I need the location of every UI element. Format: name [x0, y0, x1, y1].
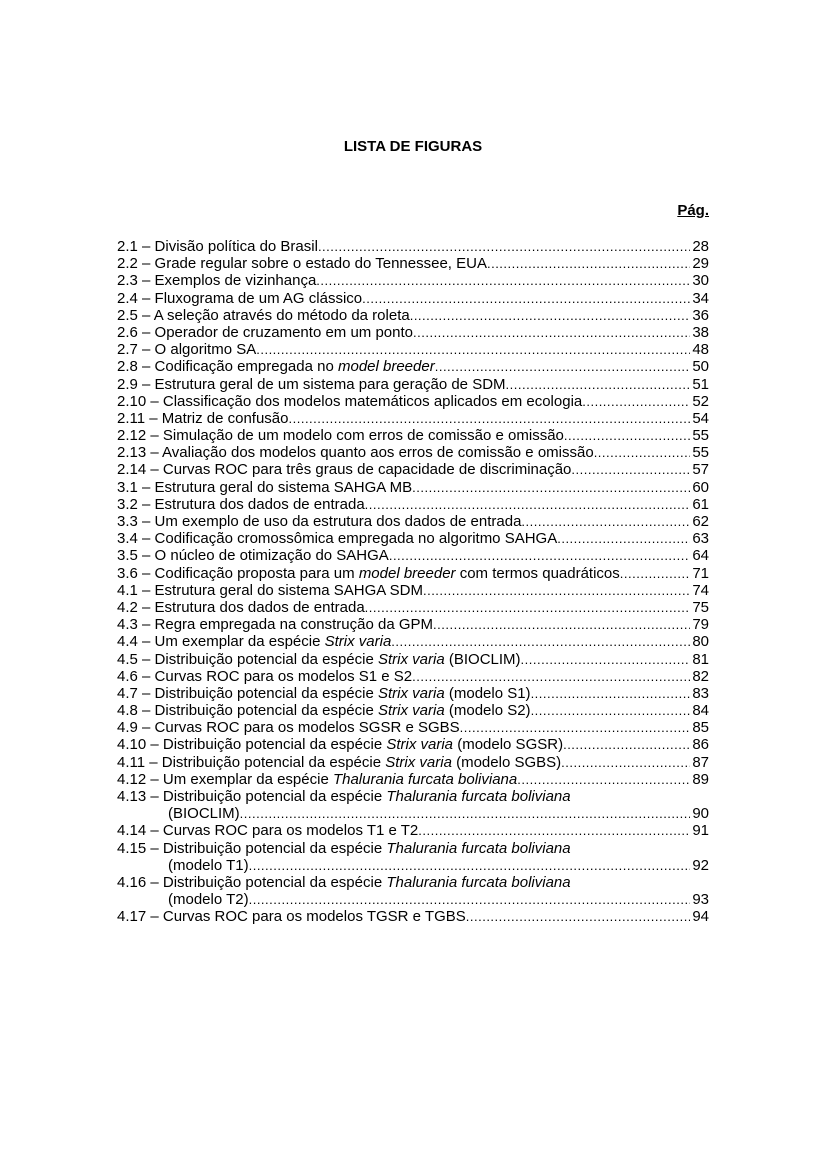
figure-entry [117, 444, 709, 461]
figure-entry-line [117, 736, 709, 753]
figure-entry-title [117, 410, 289, 427]
page-number: 81 [692, 650, 709, 668]
page-number: 93 [692, 891, 709, 909]
dot-leader [413, 324, 690, 341]
figure-entry-line [117, 376, 709, 393]
entry-text-suffix: (modelo S1) [444, 684, 531, 702]
figure-entry-title [117, 376, 506, 393]
figure-entry-line [117, 599, 709, 616]
dot-leader [391, 633, 690, 650]
entry-text-suffix: (BIOCLIM) [444, 650, 521, 668]
dot-leader [594, 444, 691, 461]
page-number: 89 [692, 770, 709, 788]
entry-text: 2.2 – Grade regular sobre o estado do Tennessee, EUA [117, 255, 487, 273]
figure-entry-title [117, 358, 435, 375]
figure-entry-title [117, 427, 564, 444]
figure-entry-title [117, 461, 571, 478]
dot-leader [316, 272, 690, 289]
page-number: 90 [692, 805, 709, 823]
dot-leader [561, 754, 690, 771]
figure-entry-title [117, 272, 316, 289]
figure-entry [117, 771, 709, 788]
entry-italic-text: model breeder [358, 564, 456, 582]
entry-text: 4.11 – Distribuição potencial da espécie [117, 753, 386, 771]
entry-text-suffix: (modelo SGSR) [453, 736, 564, 754]
entry-text: 4.17 – Curvas ROC para os modelos TGSR e TGBS [117, 908, 466, 926]
entry-text: 4.9 – Curvas ROC para os modelos SGSR e SGBS [117, 719, 460, 737]
entry-text: 2.8 – Codificação empregada no [117, 358, 338, 376]
entry-text: 4.6 – Curvas ROC para os modelos S1 e S2 [117, 667, 413, 685]
figure-entry-line [117, 771, 709, 788]
dot-leader [557, 530, 690, 547]
figure-entry-line [117, 805, 709, 822]
entry-italic-text: model breeder [337, 358, 435, 376]
figure-entry [117, 307, 709, 324]
dot-leader [318, 238, 690, 255]
figure-entry-line [117, 307, 709, 324]
figure-entry-title [117, 496, 365, 513]
page-number: 63 [692, 530, 709, 548]
entry-text: 2.13 – Avaliação dos modelos quanto aos erros de comissão e omissão [117, 444, 594, 462]
entry-italic-text: Strix varia [378, 702, 445, 720]
entry-text: 4.8 – Distribuição potencial da espécie [117, 702, 378, 720]
dot-leader [365, 599, 691, 616]
figure-entry [117, 513, 709, 530]
entry-text: 4.13 – Distribuição potencial da espécie [117, 788, 387, 805]
figure-entry-line [117, 754, 709, 771]
figure-entry [117, 461, 709, 478]
page-number: 80 [692, 633, 709, 651]
figure-entry-line [117, 547, 709, 564]
figure-entry [117, 272, 709, 289]
page-number: 94 [692, 908, 709, 926]
entry-italic-text: Thalurania furcata boliviana [386, 839, 571, 857]
dot-leader [412, 479, 690, 496]
figure-entry-line [117, 238, 709, 255]
figure-entry [117, 290, 709, 307]
dot-leader [362, 290, 690, 307]
figure-entry-line [117, 668, 709, 685]
figure-entry-line [117, 496, 709, 513]
page-number: 60 [692, 478, 709, 496]
figure-entry-line [117, 393, 709, 410]
figure-entry-title [117, 788, 709, 805]
entry-text: 3.4 – Codificação cromossômica empregada no algoritmo SAHGA [117, 530, 558, 548]
dot-leader [531, 685, 691, 702]
dot-leader [521, 513, 690, 530]
figure-entry [117, 651, 709, 668]
figure-entry-line [117, 633, 709, 650]
figure-entry-line [117, 358, 709, 375]
figure-entry [117, 324, 709, 341]
dot-leader [517, 771, 690, 788]
dot-leader [289, 410, 691, 427]
entry-continuation-text: (modelo T2) [168, 891, 249, 909]
entry-text: 4.4 – Um exemplar da espécie [117, 633, 325, 651]
figure-entry-line [117, 857, 709, 874]
figure-entry-line [117, 616, 709, 633]
page-number: 62 [692, 513, 709, 530]
page-number: 55 [692, 427, 709, 445]
figure-entry-title [117, 668, 412, 685]
figure-entry [117, 788, 709, 822]
dot-leader [410, 307, 691, 324]
figure-entry [117, 427, 709, 444]
page-number: 71 [692, 564, 709, 582]
entry-text: 2.6 – Operador de cruzamento em um ponto [117, 323, 414, 341]
page-number: 85 [692, 719, 709, 737]
figure-entry-line [117, 255, 709, 272]
entry-text: 3.3 – Um exemplo de uso da estrutura dos dados de entrada [117, 513, 522, 530]
figure-entry-line [117, 479, 709, 496]
entry-text: 2.5 – A seleção através do método da roleta [117, 306, 410, 324]
figure-entry-line [117, 461, 709, 478]
figure-entry-line [117, 908, 709, 925]
page-number: 79 [692, 616, 709, 634]
figure-entry [117, 840, 709, 874]
figure-entry [117, 668, 709, 685]
figure-entry [117, 530, 709, 547]
entry-text: 4.15 – Distribuição potencial da espécie [117, 839, 387, 857]
figure-entry-title [117, 719, 460, 736]
figure-entry-title [117, 565, 620, 582]
page-number: 91 [692, 822, 709, 840]
page-number: 51 [692, 375, 709, 393]
figure-entry-title [117, 393, 582, 410]
figure-entry-line [117, 427, 709, 444]
page-number: 48 [692, 341, 709, 359]
entry-text: 4.3 – Regra empregada na construção da GPM [117, 616, 434, 634]
page-number: 82 [692, 667, 709, 685]
figure-entry [117, 874, 709, 908]
page-number: 75 [692, 598, 709, 616]
figure-entry-title [117, 444, 594, 461]
figure-entry-title [117, 479, 412, 496]
page-number: 28 [692, 238, 709, 255]
figure-entry-title [117, 908, 466, 925]
figure-entry-title [117, 530, 557, 547]
figure-entry [117, 410, 709, 427]
page-column-header: Pág. [677, 202, 709, 219]
dot-leader [240, 805, 691, 822]
figure-entry [117, 376, 709, 393]
figure-entry-title [117, 599, 365, 616]
figure-entry [117, 582, 709, 599]
figure-entry-title [117, 616, 433, 633]
figure-entry [117, 719, 709, 736]
entry-italic-text: Thalurania furcata boliviana [386, 873, 571, 891]
figure-entry-title [117, 290, 362, 307]
dot-leader [433, 616, 690, 633]
figure-entry [117, 633, 709, 650]
entry-text: 2.3 – Exemplos de vizinhança [117, 272, 317, 290]
dot-leader [531, 702, 691, 719]
page-number: 64 [692, 547, 709, 565]
entry-italic-text: Strix varia [324, 633, 392, 651]
figure-entry [117, 822, 709, 839]
dot-leader [423, 582, 690, 599]
entry-text: 3.2 – Estrutura dos dados de entrada [117, 495, 365, 513]
entry-text: 4.7 – Distribuição potencial da espécie [117, 684, 378, 702]
figure-entry-title [117, 255, 487, 272]
figure-entry-line [117, 324, 709, 341]
figure-entry [117, 358, 709, 375]
figure-entry-title [117, 874, 709, 891]
page-number: 29 [692, 255, 709, 273]
entry-text: 2.9 – Estrutura geral de um sistema para geração de SDM [117, 375, 506, 393]
figure-entry-title [117, 307, 410, 324]
entry-text-suffix: (modelo SGBS) [451, 753, 562, 771]
dot-leader [412, 668, 690, 685]
entry-italic-text: Strix varia [386, 736, 454, 754]
entry-text: 3.1 – Estrutura geral do sistema SAHGA MB [117, 478, 413, 496]
figure-entry-title [117, 771, 517, 788]
figure-entry-line [117, 685, 709, 702]
entry-text: 2.14 – Curvas ROC para três graus de capacidade de discriminação [117, 461, 572, 479]
figure-entry-line [117, 822, 709, 839]
figure-entry [117, 599, 709, 616]
figure-entry-line [117, 702, 709, 719]
entry-text: 2.1 – Divisão política do Brasil [117, 238, 318, 255]
entry-text: 4.10 – Distribuição potencial da espécie [117, 736, 387, 754]
figure-entry-title [117, 702, 531, 719]
entry-italic-text: Strix varia [378, 684, 445, 702]
figure-entry-line [117, 444, 709, 461]
figure-entry-title [117, 736, 563, 753]
figure-entry-title [117, 582, 423, 599]
entry-text: 2.10 – Classificação dos modelos matemáticos aplicados em ecologia [117, 392, 583, 410]
entry-italic-text: Strix varia [378, 650, 445, 668]
figure-entry-title [117, 840, 709, 857]
entry-italic-text: Strix varia [385, 753, 452, 771]
figure-entry-title [117, 513, 521, 530]
page-number: 55 [692, 444, 709, 462]
dot-leader [389, 547, 690, 564]
figure-entry [117, 238, 709, 255]
figure-entry [117, 496, 709, 513]
dot-leader [365, 496, 691, 513]
dot-leader [418, 822, 690, 839]
entry-text-suffix: com termos quadráticos [455, 564, 620, 582]
entry-continuation-text: (modelo T1) [168, 856, 249, 874]
figure-entry [117, 616, 709, 633]
page-number: 34 [692, 289, 709, 307]
dot-leader [521, 651, 691, 668]
page-number: 54 [692, 409, 709, 427]
entry-text: 4.5 – Distribuição potencial da espécie [117, 650, 378, 668]
figure-entry [117, 702, 709, 719]
dot-leader [571, 461, 690, 478]
page-number: 57 [692, 461, 709, 479]
page-number: 84 [692, 702, 709, 720]
entry-text: 2.4 – Fluxograma de um AG clássico [117, 289, 363, 307]
figure-entry-line [117, 651, 709, 668]
dot-leader [249, 857, 691, 874]
entry-text: 3.6 – Codificação proposta para um [117, 564, 359, 582]
page-title: LISTA DE FIGURAS [343, 138, 483, 155]
entry-text: 4.2 – Estrutura dos dados de entrada [117, 598, 365, 616]
dot-leader [487, 255, 690, 272]
figure-entry-line [117, 290, 709, 307]
page-number: 86 [692, 736, 709, 754]
entry-continuation-text: (BIOCLIM) [168, 805, 240, 823]
dot-leader [564, 427, 690, 444]
figure-entry-title [117, 822, 418, 839]
figure-entry-title [117, 633, 391, 650]
figure-entry-line [117, 565, 709, 582]
figure-entry-line [117, 272, 709, 289]
page-number: 92 [692, 856, 709, 874]
entry-text: 2.12 – Simulação de um modelo com erros de comissão e omissão [117, 427, 564, 445]
figure-entry-line [117, 341, 709, 358]
page-number: 30 [692, 272, 709, 290]
page-number: 52 [692, 392, 709, 410]
figure-entry [117, 685, 709, 702]
figure-entry [117, 255, 709, 272]
dot-leader [506, 376, 691, 393]
page-number: 87 [692, 753, 709, 771]
entry-text: 3.5 – O núcleo de otimização do SAHGA [117, 547, 389, 565]
figure-entry [117, 479, 709, 496]
figure-entry-line [117, 891, 709, 908]
dot-leader [460, 719, 691, 736]
page-number: 74 [692, 581, 709, 599]
dot-leader [256, 341, 690, 358]
page-number: 38 [692, 323, 709, 341]
dot-leader [435, 358, 691, 375]
figure-entry-title [117, 238, 318, 255]
page-number: 83 [692, 684, 709, 702]
entry-text-suffix: (modelo S2) [444, 702, 531, 720]
figure-entry-title [117, 754, 561, 771]
figure-entry [117, 908, 709, 925]
figure-entry [117, 754, 709, 771]
entry-italic-text: Thalurania furcata boliviana [386, 788, 571, 805]
dot-leader [466, 908, 691, 925]
figure-entry [117, 341, 709, 358]
page-number: 61 [692, 495, 709, 513]
entry-text: 4.1 – Estrutura geral do sistema SAHGA SDM [117, 581, 423, 599]
figure-entry-line [117, 582, 709, 599]
figure-entry-line [117, 513, 709, 530]
figure-entry-title [117, 341, 256, 358]
figure-entry-title [117, 324, 413, 341]
entry-italic-text: Thalurania furcata boliviana [332, 770, 518, 788]
figure-entry [117, 565, 709, 582]
dot-leader [249, 891, 691, 908]
entry-text: 4.12 – Um exemplar da espécie [117, 770, 333, 788]
dot-leader [620, 565, 691, 582]
figure-entry [117, 393, 709, 410]
page-number: 50 [692, 358, 709, 376]
entry-text: 4.16 – Distribuição potencial da espécie [117, 873, 387, 891]
page-number: 36 [692, 306, 709, 324]
figure-entry [117, 547, 709, 564]
figure-entry-line [117, 719, 709, 736]
entry-text: 2.7 – O algoritmo SA [117, 341, 257, 359]
entry-text: 2.11 – Matriz de confusão [117, 409, 289, 427]
figure-entry-line [117, 410, 709, 427]
figure-entry-title [117, 547, 389, 564]
entry-text: 4.14 – Curvas ROC para os modelos T1 e T2 [117, 822, 419, 840]
figure-entry [117, 736, 709, 753]
dot-leader [582, 393, 690, 410]
figure-entry-line [117, 530, 709, 547]
figure-entry-title [117, 651, 521, 668]
dot-leader [563, 736, 690, 753]
figure-entry-title [117, 685, 531, 702]
figure-list [117, 238, 709, 926]
